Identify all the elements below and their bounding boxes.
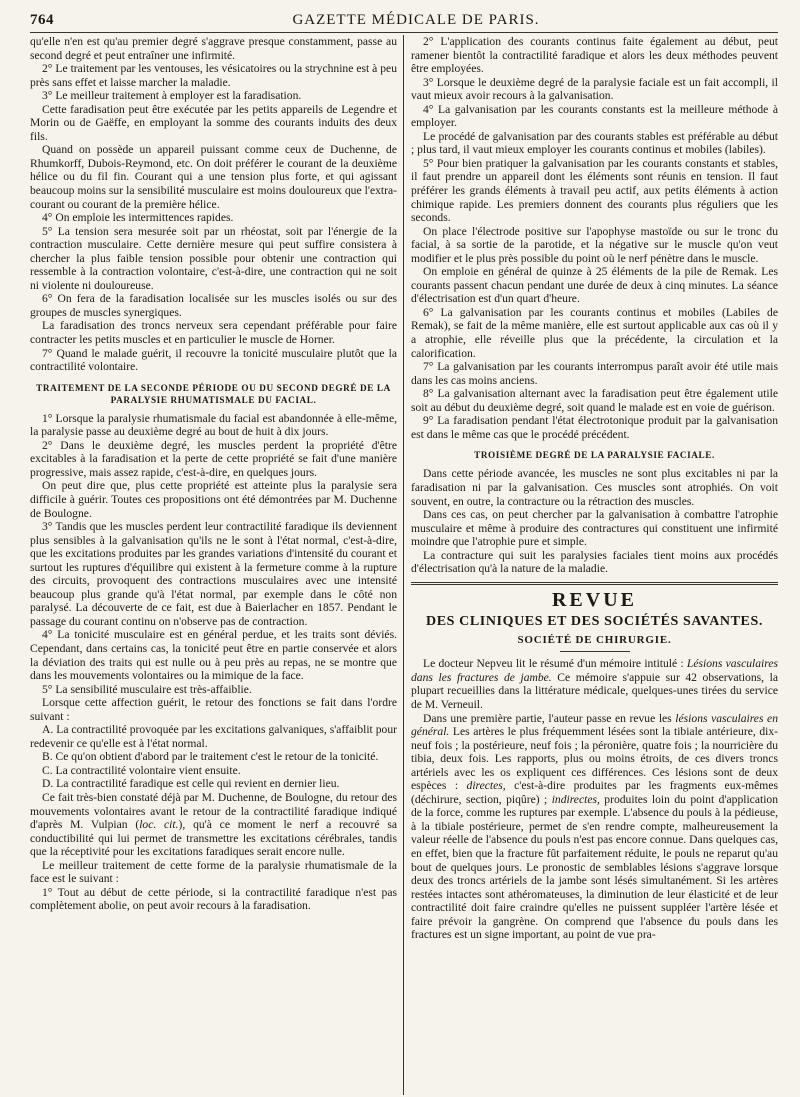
left-column: [30, 35, 403, 1095]
running-head: [30, 12, 778, 33]
paragraph: A. La contractilité provoquée par les excitations galvaniques, s'affaiblit pour redevenir ce qu'elle est à l'état normal.: [30, 723, 397, 750]
italic-term: directes,: [466, 779, 506, 793]
italic-title: Lésions vasculaires dans les fractures de jambe.: [411, 657, 778, 684]
paragraph: On emploie en général de quinze à 25 éléments de la pile de Remak. Les courants passent chacun pendant une durée de deux à cinq minutes. La séance d'électrisation est d'un quart d'heure.: [411, 265, 778, 306]
paragraph: B. Ce qu'on obtient d'abord par le traitement c'est le retour de la tonicité.: [42, 750, 379, 764]
journal-title: GAZETTE MÉDICALE DE PARIS.: [292, 12, 540, 28]
paragraph: 4° On emploie les intermittences rapides.: [42, 211, 234, 225]
paragraph: 5° Pour bien pratiquer la galvanisation par les courants constants et stables, il faut prendre un appareil dont les éléments sont réunis en tension. Il faut préférer les grands éléments à travail peu actif, aux petits éléments à action chimique rapide. Les premiers donnent des courants plus réguliers que les seconds.: [411, 156, 778, 225]
text-run: c'est-à-dire produites par les fragments eux-mêmes (déchirure, section, piqûre) ;: [411, 779, 778, 806]
paragraph: La faradisation des troncs nerveux sera cependant préférable pour faire contracter les petits muscles et en particulier le muscle de Horner.: [30, 319, 397, 347]
paragraph: 1° Lorsque la paralysie rhumatismale du facial est abandonnée à elle-même, la paralysie passe au deuxième degré au bout de huit à dix jours.: [30, 411, 397, 439]
italic-term: lésions vasculaires en général.: [411, 711, 778, 739]
paragraph: 8° La galvanisation alternant avec la faradisation peut être également utile soit au début du deuxième degré, soit quand le malade est en voie de guérison.: [411, 387, 778, 414]
paragraph: Dans cette période avancée, les muscles ne sont plus excitables ni par la faradisation ni par la galvanisation. Ces muscles sont atrophiés. On voit souvent, en outre, la contracture ou la rétraction des muscles.: [411, 467, 778, 508]
paragraph: La contracture qui suit les paralysies faciales tient moins aux procédés d'électrisation qu'à la nature de la maladie.: [411, 548, 778, 576]
paragraph: 7° La galvanisation par les courants interrompus paraît avoir été utile mais dans les cas moins anciens.: [411, 360, 778, 387]
text-run: ), qu'à ce moment le nerf a recouvré sa conductibilité qui lui permet de transmettre les excitations cérébrales, tandis que la réceptivité pour les excitations faradiques serait encore nulle.: [30, 818, 398, 859]
text-run: Ce fait très-bien constaté déjà par M. Duchenne, de Boulogne, du retour des mouvements volontaires avant le retour de la contractilité faradique indiqué d'après M. Vulpian (: [30, 790, 397, 832]
paragraph: Le procédé de galvanisation par des courants stables est préférable au début ; plus tard, il vaut mieux employer les courants continus et mobiles (labiles).: [411, 129, 778, 157]
paragraph: 7° Quand le malade guérit, il recouvre la tonicité musculaire plutôt que la contractilité volontaire.: [30, 346, 397, 374]
paragraph: 3° Le meilleur traitement à employer est la faradisation.: [42, 89, 302, 103]
paragraph: 5° La sensibilité musculaire est très-affaiblie.: [42, 682, 252, 696]
paragraph: Cette faradisation peut être exécutée par les petits appareils de Legendre et Morin ou de Gaëffe, en employant la somme des courants induits des deux fils.: [30, 102, 397, 143]
paragraph: 9° La faradisation pendant l'état électrotonique produit par la galvanisation est dans le même cas que le procédé précédent.: [411, 414, 778, 441]
paragraph: 3° Lorsque le deuxième degré de la paralysie faciale est un fait accompli, il vaut mieux avoir recours à la galvanisation.: [411, 75, 778, 103]
section-heading: TRAITEMENT DE LA SECONDE PÉRIODE OU DU SECOND DEGRÉ DE LA PARALYSIE RHUMATISMALE DU FACIAL.: [36, 382, 391, 405]
paragraph: [411, 657, 778, 711]
paragraph: 2° Dans le deuxième degré, les muscles perdent la propriété d'être excitables à la faradisation et la perte de cette propriété se fait d'une manière progressive, mais assez rapide, c'est-à-dire, en quelques jours.: [30, 438, 397, 479]
right-column: [403, 35, 778, 1095]
text-run: Ce mémoire s'appuie sur 42 observations, la plupart recueillies dans la littérature médicale, quelques-unes tirées du service de M. Verneuil.: [411, 670, 778, 711]
paragraph: Lorsque cette affection guérit, le retour des fonctions se fait dans l'ordre suivant :: [30, 696, 397, 723]
paragraph: 6° On fera de la faradisation localisée sur les muscles isolés ou sur des groupes de muscles synergiques.: [30, 292, 397, 319]
text-run: produites loin du point d'application de la force, comme les ruptures par exemple. L'absence du pouls à la pédieuse, à la tibiale postérieure, permet de s'en rendre compte, malheureusement la valeur réelle de l'absence du pouls n'est pas encore connue. Dans quelques cas, en effet, bien que la fracture fût parfaitement réduite, le pouls ne reparut qu'au bout de quelques jours. Le pronostic de semblables lésions s'aggrave lorsque deux des troncs artériels de la jambe sont lésés simultanément. Si les artères restées intactes sont athéromateuses, la diminution de leur élasticité et de leur contractilité doit faire craindre qu'elles ne puissent suppléer l'artère lésée et faire prévoir la gangrène. On comprend que l'absence du pouls dans les fractures est un signe important, au point de vue pra-: [411, 792, 778, 942]
paragraph: 5° La tension sera mesurée soit par un rhéostat, soit par l'énergie de la contraction musculaire. Cette dernière mesure qui peut suffire consistera à chercher la plus faible tension possible pour obtenir une contraction qui ressemble à la contraction volontaire, c'est-à-dire, une contraction qui ne soit ni violente ni douloureuse.: [30, 224, 397, 292]
two-column-body: [30, 35, 778, 1095]
text-run: Dans une première partie, l'auteur passe en revue les: [423, 711, 676, 725]
society-heading: SOCIÉTÉ DE CHIRURGIE.: [517, 633, 672, 646]
paragraph: 2° Le traitement par les ventouses, les vésicatoires ou la strychnine est à peu près sans effet et laisse marcher la maladie.: [30, 62, 397, 89]
paragraph: 3° Tandis que les muscles perdent leur contractilité faradique ils deviennent plus sensibles à la galvanisation qu'ils ne le sont à l'état normal, c'est-à-dire, que les excitations produites par les grandes variations d'intensité du courant et surtout les ruptures d'équilibre qui existent à la fermeture comme à la rupture des circuits, provoquent des contractions musculaires avec une intensité beaucoup plus grande qu'à l'état normal, par exemple dans le côté non paralysé. La découverte de ce fait, est due à Baierlacher en 1857. Pendant le passage du courant continu on n'observe pas de contraction.: [30, 520, 397, 628]
text-run: Les artères le plus fréquemment lésées sont la tibiale antérieure, dix-neuf fois ; la postérieure, neuf fois ; la péronière, quatre fois ; la nourricière du tibia, deux fois. Les rapports, plus ou moins étroits, de ces divers troncs artériels avec les os expliquent ces différences. Ces lésions sont de deux espèces :: [411, 725, 778, 793]
paragraph: 6° La galvanisation par les courants continus et mobiles (Labiles de Remak), se fait de la même manière, elle est surtout applicable aux cas où il y a atrophie, elle réveille plus que la précédente, la circulation et la calorification.: [411, 305, 778, 360]
paragraph: C. La contractilité volontaire vient ensuite.: [42, 763, 241, 777]
revue-title: REVUE: [551, 588, 637, 611]
paragraph: Dans ces cas, on peut chercher par la galvanisation à combattre l'atrophie musculaire et même à produire des contractures qui constituent une infirmité moindre que l'atrophie pure et simple.: [411, 508, 778, 549]
short-divider: [560, 651, 630, 652]
paragraph: Quand on possède un appareil puissant comme ceux de Duchenne, de Rhumkorff, Dubois-Reymond, etc. On doit préférer le courant de la deuxième hélice ou du fil fin. Courant qui a une tension plus forte, et qui agissant beaucoup moins sur la sensibilité musculaire est moins douloureux que l'extra-courant ou courant de la première hélice.: [30, 143, 397, 211]
paragraph: 1° Tout au début de cette période, si la contractilité faradique n'est pas complètement abolie, on peut avoir recours à la faradisation.: [30, 885, 397, 913]
paragraph: D. La contractilité faradique est celle qui revient en dernier lieu.: [42, 777, 340, 791]
double-divider: [411, 582, 778, 585]
paragraph: 4° La galvanisation par les courants constants est la meilleure méthode à employer.: [411, 102, 778, 130]
italic-term: indirectes,: [551, 792, 600, 806]
paragraph: [30, 791, 397, 859]
section-heading: TROISIÈME DEGRÉ DE LA PARALYSIE FACIALE.: [474, 450, 715, 461]
italic-citation: loc. cit.: [139, 818, 179, 832]
paragraph: [411, 712, 778, 942]
paragraph: qu'elle n'en est qu'au premier degré s'aggrave presque constamment, passe au second degré et peut entraîner une infirmité.: [30, 35, 397, 62]
revue-subtitle: DES CLINIQUES ET DES SOCIÉTÉS SAVANTES.: [426, 613, 763, 629]
paragraph: 4° La tonicité musculaire est en général perdue, et les traits sont déviés. Cependant, dans certains cas, la tonicité peut être en partie conservée et alors la déviation des traits qui est nulle ou à peu près au repas, ne se montre que dans les mouvements volontaires ou la mimique de la face.: [30, 628, 397, 683]
text-run: Le docteur Nepveu lit le résumé d'un mémoire intitulé :: [423, 657, 687, 671]
page-number: 764: [30, 12, 54, 28]
paragraph: Le meilleur traitement de cette forme de la paralysie rhumatismale de la face est le suivant :: [30, 858, 397, 886]
paragraph: 2° L'application des courants continus faite également au début, peut ramener bientôt la contractilité faradique et alors les deux méthodes peuvent être employées.: [411, 35, 778, 76]
paragraph: On peut dire que, plus cette propriété est atteinte plus la paralysie sera difficile à guérir. Toutes ces propositions ont été démontrées par M. Duchenne de Boulogne.: [30, 479, 397, 520]
paragraph: On place l'électrode positive sur l'apophyse mastoïde ou sur le tronc du facial, à sa sortie de la parotide, et la négative sur le muscle qu'on veut modifier et le plus près possible du point où le nerf pénètre dans le muscle.: [411, 224, 778, 265]
